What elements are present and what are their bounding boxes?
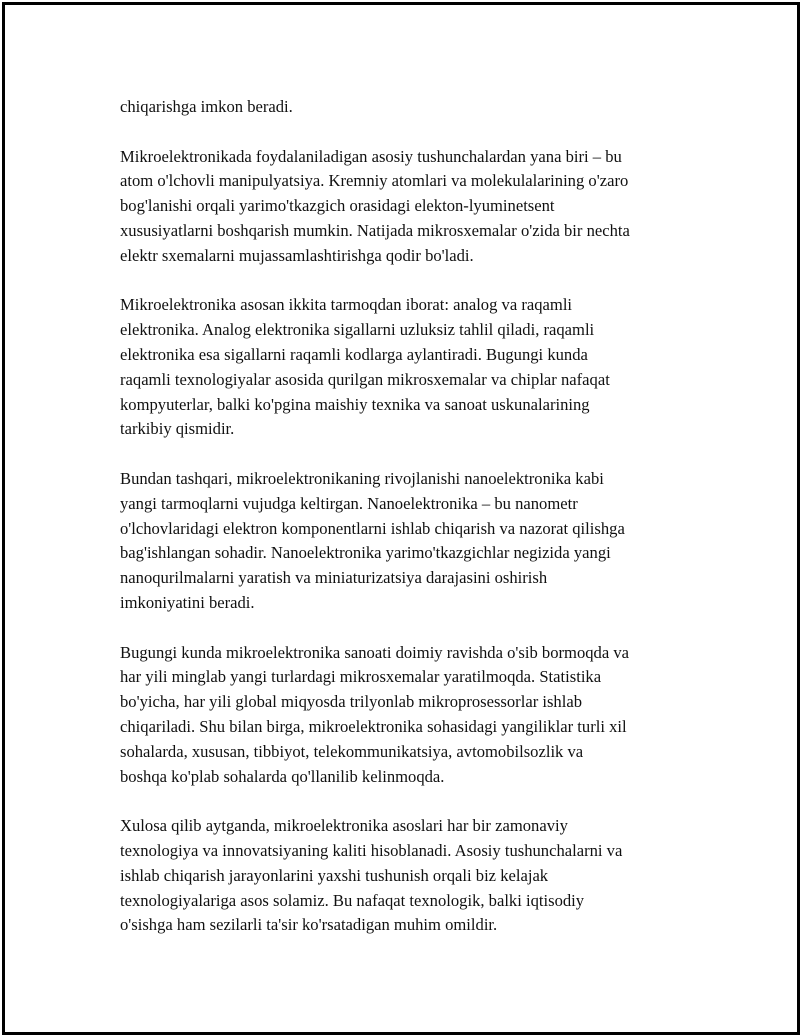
text-line: atom o'lchovli manipulyatsiya. Kremniy atomlari va molekulalarining o'zaro [120, 171, 629, 191]
text-line: Bundan tashqari, mikroelektronikaning rivojlanishi nanoelektronika kabi [120, 468, 604, 488]
text-line: imkoniyatini beradi. [120, 592, 255, 612]
text-line: chiqarishga imkon beradi. [120, 97, 293, 116]
document-body [120, 95, 700, 963]
text-line: texnologiyalariga asos solamiz. Bu nafaqat texnologik, balki iqtisodiy [120, 890, 585, 910]
paragraph-4 [120, 467, 700, 616]
text-line: bag'ishlangan sohadir. Nanoelektronika yarimo'tkazgichlar negizida yangi [120, 543, 611, 563]
text-line: har yili minglab yangi turlardagi mikrosxemalar yaratilmoqda. Statistika [120, 667, 602, 687]
page-frame [2, 2, 800, 1035]
text-line: Mikroelektronika asosan ikkita tarmoqdan iborat: analog va raqamli [120, 295, 573, 315]
text-line: raqamli texnologiyalar asosida qurilgan mikrosxemalar va chiplar nafaqat [120, 369, 610, 389]
text-line: elektronika. Analog elektronika sigallarni uzluksiz tahlil qiladi, raqamli [120, 320, 595, 340]
paragraph-5 [120, 641, 700, 790]
text-line: nanoqurilmalarni yaratish va miniaturizatsiya darajasini oshirish [120, 568, 548, 588]
text-line: Mikroelektronikada foydalaniladigan asosiy tushunchalardan yana biri – bu [120, 146, 622, 166]
text-line: sohalarda, xususan, tibbiyot, telekommunikatsiya, avtomobilsozlik va [120, 741, 584, 761]
text-line: yangi tarmoqlarni vujudga keltirgan. Nanoelektronika – bu nanometr [120, 493, 578, 513]
text-line: tarkibiy qismidir. [120, 419, 235, 439]
paragraph-2 [120, 145, 700, 269]
text-line: Bugungi kunda mikroelektronika sanoati doimiy ravishda o'sib bormoqda va [120, 642, 630, 662]
paragraph-3 [120, 293, 700, 442]
text-line: Xulosa qilib aytganda, mikroelektronika asoslari har bir zamonaviy [120, 816, 568, 836]
paragraph-6 [120, 814, 700, 938]
text-line: elektronika esa sigallarni raqamli kodlarga aylantiradi. Bugungi kunda [120, 344, 588, 364]
text-line: bog'lanishi orqali yarimo'tkazgich orasidagi elekton-lyuminetsent [120, 196, 555, 216]
text-line: texnologiya va innovatsiyaning kaliti hisoblanadi. Asosiy tushunchalarni va [120, 840, 623, 860]
text-line: o'sishga ham sezilarli ta'sir ko'rsatadigan muhim omildir. [120, 915, 498, 935]
text-line: kompyuterlar, balki ko'pgina maishiy texnika va sanoat uskunalarining [120, 394, 590, 414]
text-line: elektr sxemalarni mujassamlashtirishga qodir bo'ladi. [120, 245, 474, 265]
text-line: boshqa ko'plab sohalarda qo'llanilib kelinmoqda. [120, 766, 445, 786]
text-line: o'lchovlaridagi elektron komponentlarni ishlab chiqarish va nazorat qilishga [120, 518, 625, 538]
text-line: ishlab chiqarish jarayonlarini yaxshi tushunish orqali biz kelajak [120, 865, 549, 885]
text-line: xususiyatlarni boshqarish mumkin. Natijada mikrosxemalar o'zida bir nechta [120, 220, 630, 240]
text-line: chiqariladi. Shu bilan birga, mikroelektronika sohasidagi yangiliklar turli xil [120, 716, 627, 736]
text-line: bo'yicha, har yili global miqyosda trilyonlab mikroprosessorlar ishlab [120, 692, 582, 712]
paragraph-1 [120, 95, 700, 120]
